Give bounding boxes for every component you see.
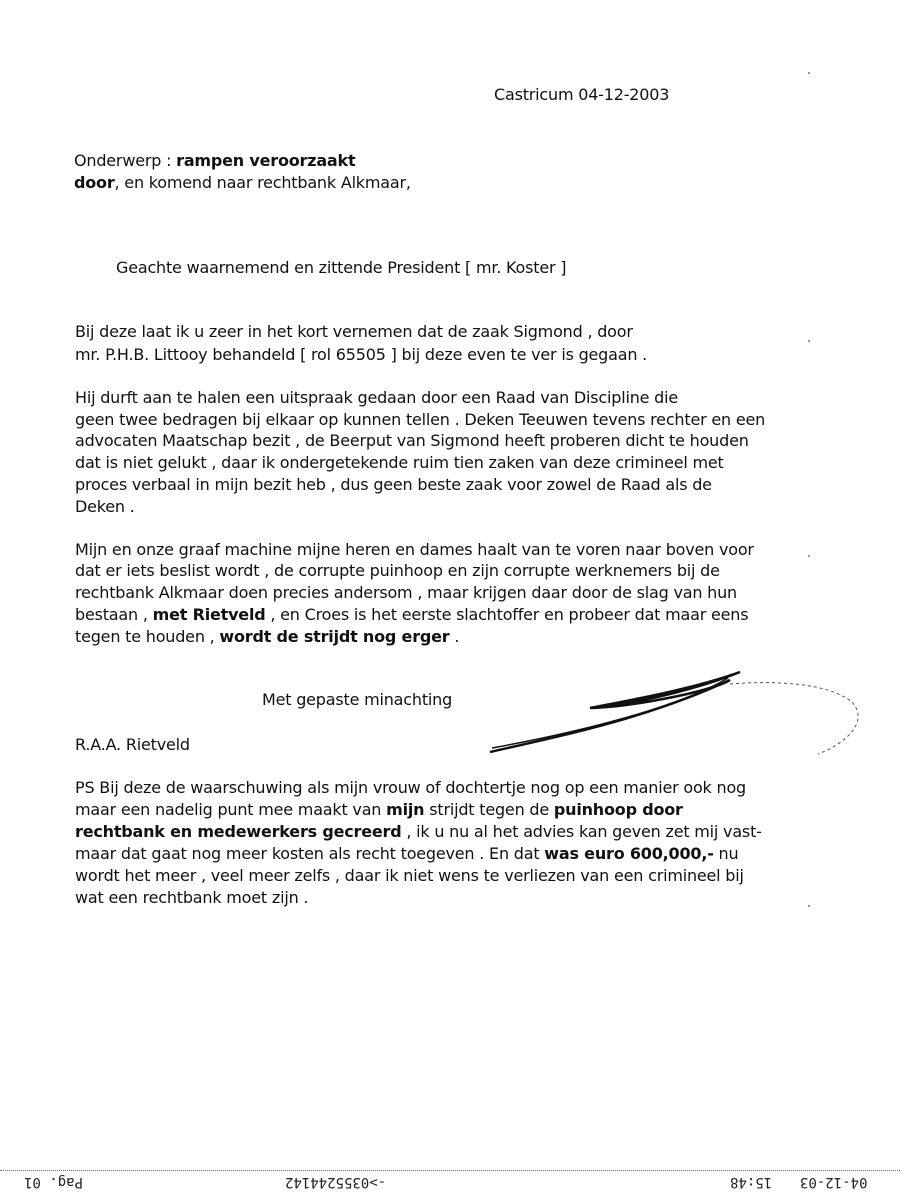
- subject-rest: , en komend naar rechtbank Alkmaar,: [114, 173, 411, 192]
- para2-line: dat is niet gelukt , daar ik ondergetekende ruim tien zaken van deze crimineel met: [75, 453, 724, 472]
- para2-line: Hij durft aan te halen een uitspraak gedaan door een Raad van Discipline die: [75, 388, 679, 407]
- subject-bold-2: door: [74, 173, 115, 192]
- subject-line-1: [74, 151, 355, 171]
- para3-l4c: , en Croes is het eerste slachtoffer en probeer dat maar eens: [265, 605, 749, 624]
- ps-l2a: maar een nadelig punt mee maakt van: [75, 800, 387, 819]
- para2-line: geen twee bedragen bij elkaar op kunnen tellen . Deken Teeuwen tevens rechter en een: [75, 410, 766, 429]
- ps-l2c: strijdt tegen de: [424, 800, 554, 819]
- ps-line: [75, 800, 683, 820]
- scan-speck: [808, 72, 810, 74]
- fax-time: 15:48: [730, 1174, 773, 1190]
- ps-l4b: was euro 600,000,-: [544, 844, 714, 863]
- scan-speck: [808, 555, 810, 557]
- ps-line: [75, 844, 738, 864]
- para3-line: [75, 605, 748, 625]
- place-date: Castricum 04-12-2003: [494, 85, 670, 104]
- para3-line: rechtbank Alkmaar doen precies andersom , maar krijgen daar door de slag van hun: [75, 583, 737, 602]
- para2-line: proces verbaal in mijn bezit heb , dus geen beste zaak voor zowel de Raad als de: [75, 475, 712, 494]
- para3-line: dat er iets beslist wordt , de corrupte puinhoop en zijn corrupte werknemers bij de: [75, 561, 720, 580]
- ps-l3b: , ik u nu al het advies kan geven zet mij vast-: [401, 822, 762, 841]
- closing: Met gepaste minachting: [262, 690, 453, 709]
- fax-number: ->0355244142: [285, 1174, 387, 1190]
- para2-line: Deken .: [75, 497, 135, 516]
- subject-bold-1: rampen veroorzaakt: [176, 151, 356, 170]
- ps-l4a: maar dat gaat nog meer kosten als recht toegeven . En dat: [75, 844, 545, 863]
- ps-line: wordt het meer , veel meer zelfs , daar ik niet wens te verliezen van een crimineel bij: [75, 866, 744, 885]
- subject-label: Onderwerp :: [74, 151, 177, 170]
- scan-speck: [808, 340, 810, 342]
- ps-l2b: mijn: [386, 800, 425, 819]
- ps-l4c: nu: [713, 844, 739, 863]
- para2-line: advocaten Maatschap bezit , de Beerput van Sigmond heeft proberen dicht te houden: [75, 431, 749, 450]
- fax-page: Pag. 01: [24, 1174, 84, 1190]
- para3-l5a: tegen te houden ,: [75, 627, 220, 646]
- scan-speck: [808, 905, 810, 907]
- subject-line-2: [74, 173, 411, 193]
- para3-l4b: met Rietveld: [152, 605, 266, 624]
- para3-line: Mijn en onze graaf machine mijne heren en dames haalt van te voren naar boven voor: [75, 540, 754, 559]
- ps-line: PS Bij deze de waarschuwing als mijn vrouw of dochtertje nog op een manier ook nog: [75, 778, 746, 797]
- ps-line: wat een rechtbank moet zijn .: [75, 888, 309, 907]
- para3-l5b: wordt de strijdt nog erger: [219, 627, 450, 646]
- para3-l4a: bestaan ,: [75, 605, 153, 624]
- para1-line: mr. P.H.B. Littooy behandeld [ rol 65505 ] bij deze even te ver is gegaan .: [75, 345, 648, 364]
- fax-date: 04-12-03: [800, 1174, 868, 1190]
- ps-l3a: rechtbank en medewerkers gecreerd: [75, 822, 402, 841]
- para3-l5c: .: [449, 627, 460, 646]
- signature: [480, 662, 880, 762]
- fax-footer-rule: [0, 1170, 900, 1171]
- signer-name: R.A.A. Rietveld: [75, 735, 190, 754]
- ps-line: [75, 822, 762, 842]
- para1-line: Bij deze laat ik u zeer in het kort vernemen dat de zaak Sigmond , door: [75, 322, 633, 341]
- salutation: Geachte waarnemend en zittende President [ mr. Koster ]: [116, 258, 567, 277]
- para3-line: [75, 627, 459, 647]
- ps-l2d: puinhoop door: [553, 800, 683, 819]
